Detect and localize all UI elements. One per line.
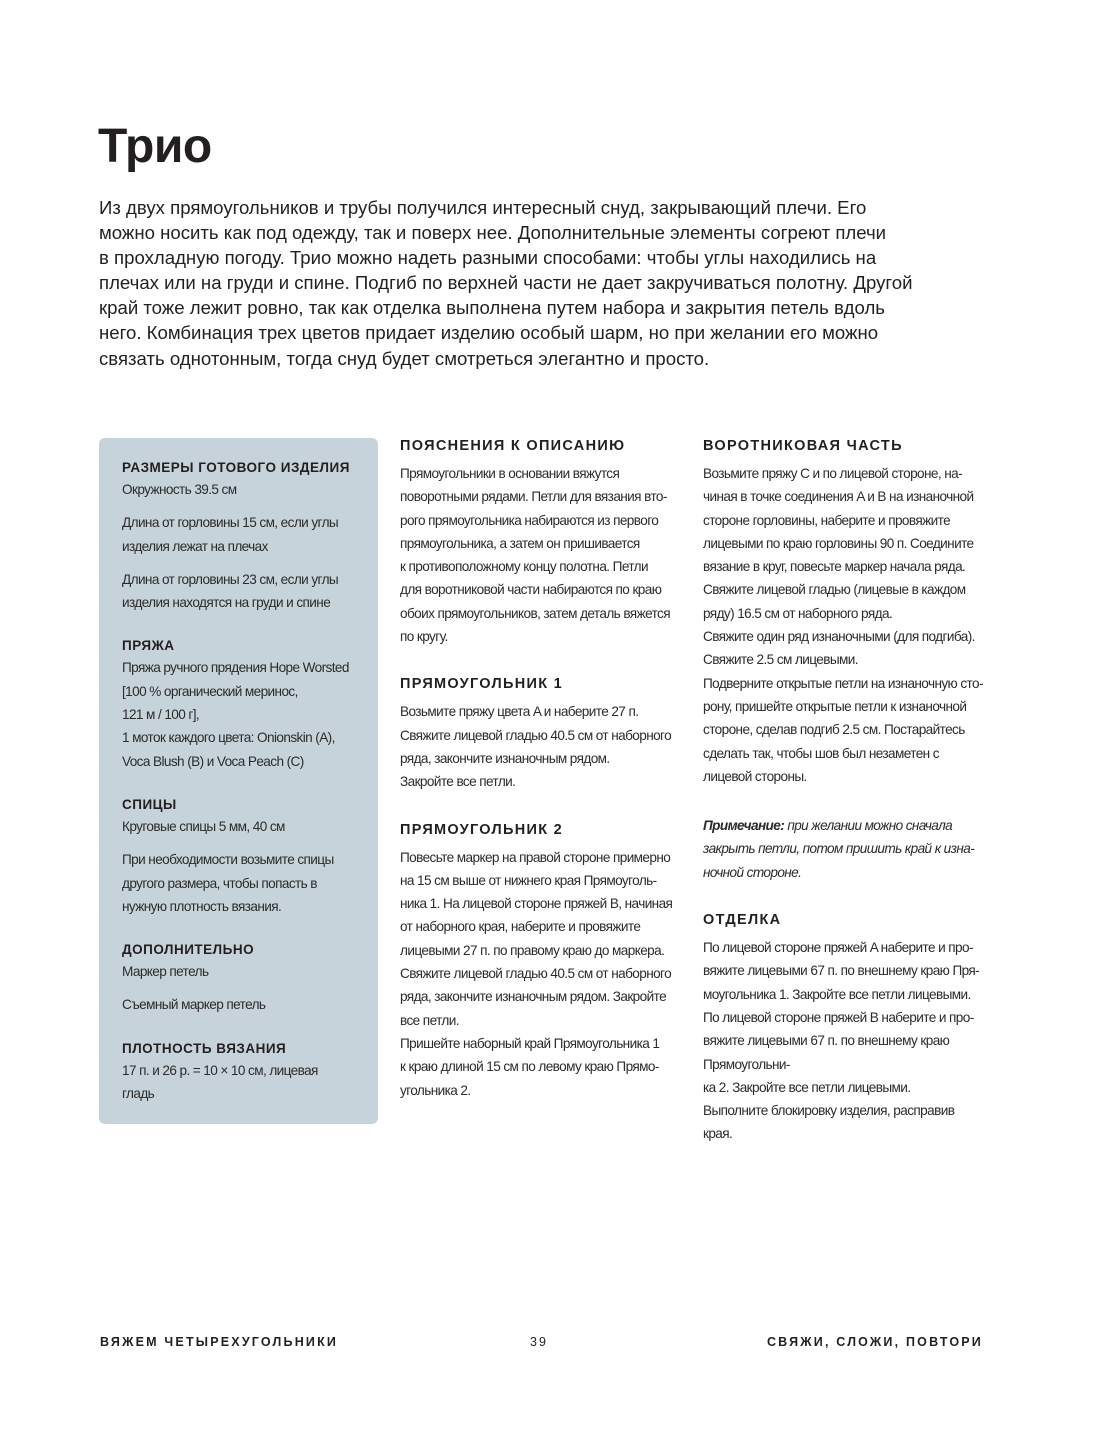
extra-removable-marker: Съемный маркер петель: [122, 997, 266, 1013]
needles-heading: СПИЦЫ: [122, 796, 177, 812]
explanation-text: Прямоугольники в основании вяжутся поворотными рядами. Петли для вязания вто- рого прямоугольника набираются из первого прямоугольника, а затем он пришивается к противоположному концу полотна. Петли для воротниковой части набираются по краю обоих прямоугольников, затем деталь вяжется по кругу.: [400, 466, 671, 645]
collar-section: [703, 436, 993, 788]
yarn-section: [122, 636, 364, 772]
gauge-text: 17 п. и 26 р. = 10 × 10 см, лицевая гладь: [122, 1062, 318, 1102]
note-label: Примечание:: [703, 818, 785, 834]
rectangle-2-section: [400, 820, 690, 1102]
gauge-heading: ПЛОТНОСТЬ ВЯЗАНИЯ: [122, 1040, 287, 1056]
finishing-text: По лицевой стороне пряжей A наберите и про- вяжите лицевыми 67 п. по внешнему краю Пря- моугольника 1. Закройте все петли лицевыми. По лицевой стороне пряжей B наберите и про- вяжите лицевыми 67 п. по внешнему краю Прямоугольни- ка 2. Закройте все петли лицевыми. Выполните блокировку изделия, расправив края.: [703, 940, 980, 1142]
collar-heading: ВОРОТНИКОВАЯ ЧАСТЬ: [703, 438, 903, 454]
rectangle-2-text: Повесьте маркер на правой стороне примерно на 15 см выше от нижнего края Прямоуголь- ника 1. На лицевой стороне пряжей B, начиная от наборного края, наберите и провяжите лицевыми 27 п. по правому краю до маркера. Свяжите лицевой гладью 40.5 см от наборного ряда, закончите изнаночным рядом. Закройте все петли. Пришейте наборный край Прямоугольника 1 к краю длиной 15 см по левому краю Прямо- угольника 2.: [400, 849, 673, 1098]
footer-book-title: СВЯЖИ, СЛОЖИ, ПОВТОРИ: [766, 1335, 983, 1349]
page-number: 39: [530, 1335, 548, 1349]
sizes-heading: РАЗМЕРЫ ГОТОВОГО ИЗДЕЛИЯ: [122, 460, 350, 475]
needles-note: При необходимости возьмите спицы другого размера, чтобы попасть в нужную плотность вязания.: [122, 852, 334, 914]
sizes-circumference: Окружность 39.5 см: [122, 482, 237, 497]
needles-section: [122, 795, 364, 918]
needles-text: Круговые спицы 5 мм, 40 см: [122, 818, 285, 834]
rectangle-2-heading: ПРЯМОУГОЛЬНИК 2: [400, 821, 564, 838]
yarn-text: Пряжа ручного прядения Hope Worsted [100 % органический меринос, 121 м / 100 г], 1 моток каждого цвета: Onionskin (A), Voca Blush (B) и Voca Peach (C): [122, 660, 349, 769]
note-paragraph: [703, 814, 993, 884]
note-text: при желании можно сначала закрыть петли, потом пришить край к изна- ночной стороне.: [703, 818, 975, 880]
yarn-heading: ПРЯЖА: [122, 638, 175, 654]
rectangle-1-section: [400, 674, 690, 793]
finishing-heading: ОТДЕЛКА: [703, 912, 782, 929]
page-title: Трио: [98, 120, 212, 173]
explanation-heading: ПОЯСНЕНИЯ К ОПИСАНИЮ: [400, 438, 626, 454]
footer-book-section: ВЯЖЕМ ЧЕТЫРЕХУГОЛЬНИКИ: [100, 1335, 339, 1349]
sizes-length-shoulders: Длина от горловины 15 см, если углы изделия лежат на плечах: [122, 515, 339, 554]
instructions-column-1: [400, 436, 690, 1102]
extra-heading: ДОПОЛНИТЕЛЬНО: [122, 942, 255, 958]
sizes-length-chest: Длина от горловины 23 см, если углы изделия находятся на груди и спине: [122, 571, 339, 611]
instructions-column-2: [703, 436, 993, 1146]
sizes-section: [122, 458, 364, 614]
extra-marker: Маркер петель: [122, 964, 209, 980]
intro-paragraph: Из двух прямоугольников и трубы получился интересный снуд, закрывающий плечи. Его можно носить как под одежду, так и поверх нее. Дополнительные элементы согреют плечи в прохладную погоду. Трио можно надеть разными способами: чтобы углы находились на плечах или на груди и спине. Подгиб по верхней части не дает закручиваться полотну. Другой край тоже лежит ровно, так как отделка выполнена путем набора и закрытия петель вдоль него. Комбинация трех цветов придает изделию особый шарм, но при желании его можно связать однотонным, тогда снуд будет смотреться элегантно и просто.: [99, 197, 913, 369]
explanation-section: [400, 436, 690, 648]
rectangle-1-heading: ПРЯМОУГОЛЬНИК 1: [400, 676, 564, 693]
gauge-section: [122, 1039, 364, 1106]
specs-sidebar: [99, 438, 378, 1124]
finishing-section: [703, 910, 993, 1146]
extra-section: [122, 940, 364, 1017]
rectangle-1-text: Возьмите пряжу цвета A и наберите 27 п. Свяжите лицевой гладью 40.5 см от наборного ряда, закончите изнаночным рядом. Закройте все петли.: [400, 704, 672, 790]
collar-text: Возьмите пряжу C и по лицевой стороне, на- чиная в точке соединения A и B на изнаночной стороне горловины, наберите и провяжите лицевыми по краю горловины 90 п. Соедините вязание в круг, повесьте маркер начала ряда. Свяжите лицевой гладью (лицевые в каждом ряду) 16.5 см от наборного ряда. Свяжите один ряд изнаночными (для подгиба). Свяжите 2.5 см лицевыми. Подверните открытые петли на изнаночную сто- рону, пришейте открытые петли к изнаночной стороне, сделав подгиб 2.5 см. Постарайтесь сделать так, чтобы шов был незаметен с лицевой стороны.: [703, 466, 983, 784]
